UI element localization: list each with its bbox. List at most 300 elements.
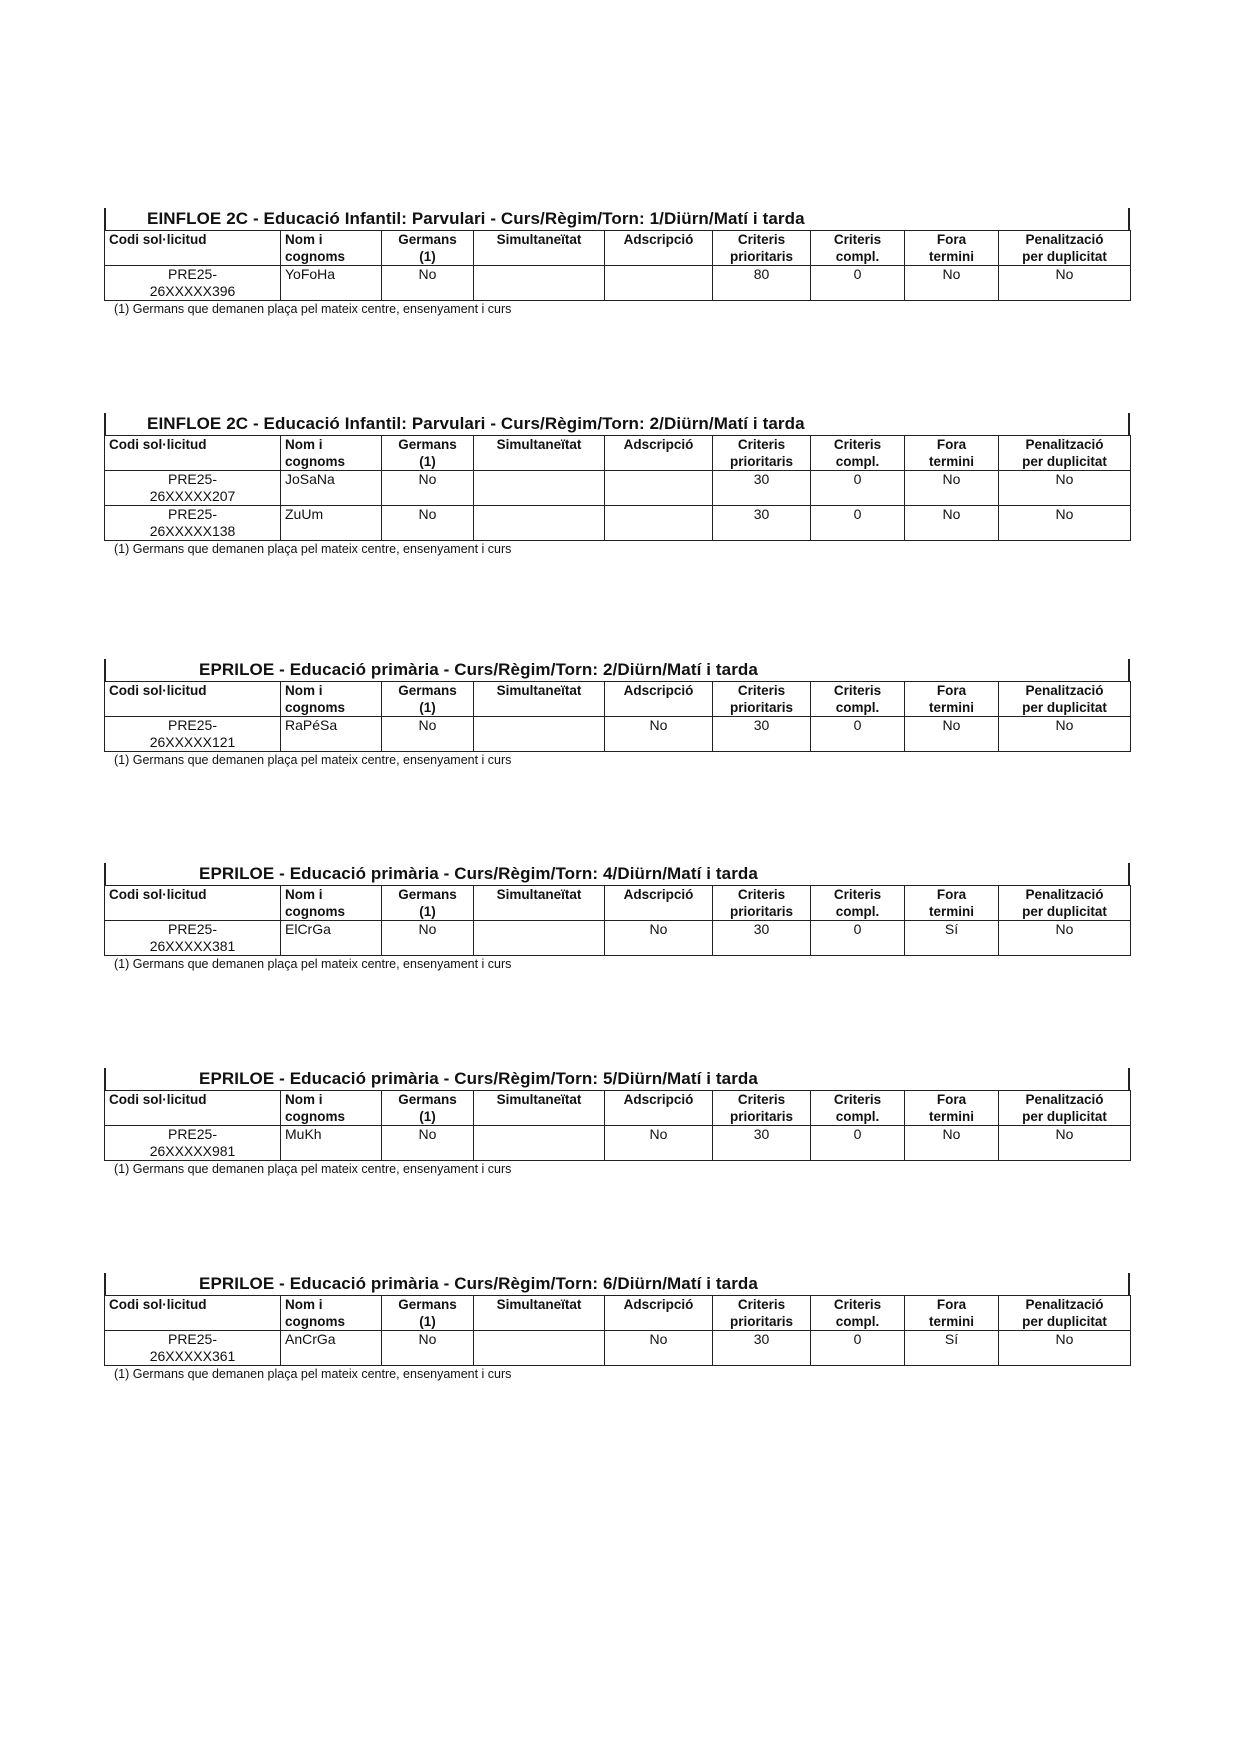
cell-text: 0 [853,506,862,522]
cell-germans [382,266,474,301]
header-criteris-compl [811,1091,905,1126]
cell-fora-termini [905,266,999,301]
header-text: Criteris [833,1297,882,1312]
header-nom [281,1296,382,1331]
header-fora-termini [905,1091,999,1126]
cell-nom [281,921,382,956]
header-codi [105,231,281,266]
header-codi [105,682,281,717]
header-text: Fora [936,1092,967,1107]
cell-text: 30 [753,717,770,733]
header-text: per duplicitat [1022,904,1107,919]
cell-adscripcio [605,471,713,506]
table-title-row [104,208,1130,230]
footnote: (1) Germans que demanen plaça pel mateix centre, ensenyament i curs [114,1162,512,1176]
cell-codi [105,1126,281,1161]
cell-text: No [418,1331,437,1347]
header-text: prioritaris [729,1314,794,1329]
header-text: Criteris [833,1092,882,1107]
cell-criteris-prioritaris [713,266,811,301]
admission-table [104,230,1131,301]
header-text: per duplicitat [1022,700,1107,715]
header-text: Germans [398,683,457,698]
header-germans [382,682,474,717]
header-text: Simultaneïtat [496,1092,582,1107]
admission-table-block [104,413,1130,556]
cell-criteris-compl [811,717,905,752]
cell-penalitzacio [999,717,1131,752]
header-text: Germans [398,1297,457,1312]
cell-text: PRE25- [167,471,218,487]
cell-text: No [942,506,961,522]
table-header-row [105,886,1131,921]
header-text: (1) [419,904,436,919]
header-text: compl. [835,1109,880,1124]
header-text: Codi sol·licitud [109,437,207,452]
cell-text: PRE25- [167,921,218,937]
cell-criteris-compl [811,506,905,541]
header-text: Criteris [737,232,786,247]
cell-germans [382,1331,474,1366]
header-penalitzacio [999,436,1131,471]
header-text: Adscripció [623,683,694,698]
header-codi [105,886,281,921]
table-header-row [105,231,1131,266]
cell-text: ZuUm [285,506,324,522]
cell-nom [281,717,382,752]
header-text: Fora [936,232,967,247]
header-criteris-prioritaris [713,682,811,717]
cell-text: No [1055,921,1074,937]
header-text: per duplicitat [1022,454,1107,469]
header-text: Simultaneïtat [496,437,582,452]
header-text: compl. [835,904,880,919]
cell-codi [105,266,281,301]
table-title: EPRILOE - Educació primària - Curs/Règim/Torn: 5/Diürn/Matí i tarda [199,1069,758,1088]
header-fora-termini [905,682,999,717]
header-text: Nom i [285,887,323,902]
header-text: prioritaris [729,454,794,469]
cell-criteris-compl [811,1331,905,1366]
cell-text: No [942,471,961,487]
cell-text: 26XXXXX981 [149,1143,236,1159]
header-germans [382,1091,474,1126]
cell-text: PRE25- [167,266,218,282]
admission-table-block [104,659,1130,767]
header-adscripcio [605,1091,713,1126]
header-text: cognoms [285,454,346,469]
header-text: compl. [835,700,880,715]
cell-text: No [942,1126,961,1142]
header-codi [105,436,281,471]
header-text: (1) [419,1109,436,1124]
header-text: Germans [398,887,457,902]
cell-germans [382,506,474,541]
table-row [105,1331,1131,1366]
cell-text: 26XXXXX396 [149,283,236,299]
cell-criteris-compl [811,921,905,956]
header-germans [382,436,474,471]
header-adscripcio [605,886,713,921]
cell-penalitzacio [999,266,1131,301]
header-text: Criteris [833,437,882,452]
header-text: Codi sol·licitud [109,683,207,698]
table-title-row [104,1068,1130,1090]
header-text: cognoms [285,249,346,264]
table-title-row [104,413,1130,435]
header-text: cognoms [285,700,346,715]
header-text: Adscripció [623,887,694,902]
header-simultaneitat [474,682,605,717]
table-row [105,921,1131,956]
header-text: Fora [936,1297,967,1312]
cell-text: No [649,1126,668,1142]
cell-text: 30 [753,471,770,487]
admission-table [104,1090,1131,1161]
cell-text: YoFoHa [285,266,336,282]
cell-penalitzacio [999,921,1131,956]
header-text: Penalització [1025,437,1104,452]
header-text: Nom i [285,1092,323,1107]
header-nom [281,886,382,921]
header-text: Nom i [285,683,323,698]
cell-criteris-prioritaris [713,717,811,752]
header-text: compl. [835,249,880,264]
header-text: Criteris [737,437,786,452]
cell-text: No [418,717,437,733]
header-text: per duplicitat [1022,1314,1107,1329]
header-simultaneitat [474,1296,605,1331]
cell-text: No [1055,506,1074,522]
cell-text: JoSaNa [285,471,335,487]
table-row [105,471,1131,506]
header-text: Simultaneïtat [496,1297,582,1312]
header-codi [105,1091,281,1126]
header-criteris-compl [811,1296,905,1331]
cell-text: No [418,471,437,487]
cell-adscripcio [605,717,713,752]
table-title-row [104,659,1130,681]
header-fora-termini [905,1296,999,1331]
table-header-row [105,436,1131,471]
cell-text: 26XXXXX121 [149,734,236,750]
header-penalitzacio [999,1296,1131,1331]
header-germans [382,231,474,266]
cell-codi [105,921,281,956]
header-simultaneitat [474,1091,605,1126]
cell-text: No [1055,717,1074,733]
table-title: EINFLOE 2C - Educació Infantil: Parvulari - Curs/Règim/Torn: 1/Diürn/Matí i tarda [147,209,805,228]
cell-text: PRE25- [167,717,218,733]
cell-simultaneitat [474,266,605,301]
header-text: Criteris [833,887,882,902]
header-adscripcio [605,682,713,717]
cell-text: No [649,1331,668,1347]
header-text: Criteris [737,683,786,698]
header-nom [281,231,382,266]
footnote: (1) Germans que demanen plaça pel mateix centre, ensenyament i curs [114,1367,512,1381]
cell-nom [281,471,382,506]
cell-criteris-compl [811,1126,905,1161]
header-text: Codi sol·licitud [109,232,207,247]
header-text: Fora [936,683,967,698]
cell-text: 26XXXXX207 [149,488,236,504]
cell-text: 30 [753,921,770,937]
cell-codi [105,506,281,541]
cell-nom [281,266,382,301]
footnote: (1) Germans que demanen plaça pel mateix centre, ensenyament i curs [114,957,512,971]
header-text: termini [928,454,974,469]
header-text: per duplicitat [1022,249,1107,264]
header-text: termini [928,700,974,715]
table-header-row [105,682,1131,717]
header-text: Criteris [737,1092,786,1107]
header-text: Penalització [1025,1297,1104,1312]
admission-table-block [104,208,1130,316]
header-text: termini [928,904,974,919]
cell-fora-termini [905,921,999,956]
cell-text: 0 [853,266,862,282]
admission-table [104,1295,1131,1366]
header-text: Criteris [737,1297,786,1312]
cell-text: No [418,1126,437,1142]
table-row [105,506,1131,541]
header-germans [382,1296,474,1331]
cell-text: No [1055,1331,1074,1347]
table-title: EINFLOE 2C - Educació Infantil: Parvulari - Curs/Règim/Torn: 2/Diürn/Matí i tarda [147,414,805,433]
cell-simultaneitat [474,1126,605,1161]
cell-text: 30 [753,1126,770,1142]
cell-text: Sí [944,921,959,937]
header-criteris-prioritaris [713,231,811,266]
table-row [105,717,1131,752]
header-text: Adscripció [623,437,694,452]
header-nom [281,1091,382,1126]
header-penalitzacio [999,886,1131,921]
cell-criteris-compl [811,471,905,506]
cell-simultaneitat [474,921,605,956]
table-title-row [104,1273,1130,1295]
header-text: termini [928,249,974,264]
header-text: prioritaris [729,1109,794,1124]
header-simultaneitat [474,886,605,921]
table-title: EPRILOE - Educació primària - Curs/Règim/Torn: 6/Diürn/Matí i tarda [199,1274,758,1293]
header-criteris-compl [811,886,905,921]
admission-table [104,681,1131,752]
cell-text: RaPéSa [285,717,338,733]
cell-text: ElCrGa [285,921,331,937]
cell-text: 26XXXXX361 [149,1348,236,1364]
header-text: per duplicitat [1022,1109,1107,1124]
cell-text: 0 [853,1331,862,1347]
admission-table [104,885,1131,956]
header-text: Germans [398,232,457,247]
header-penalitzacio [999,1091,1131,1126]
header-text: cognoms [285,1314,346,1329]
footnote: (1) Germans que demanen plaça pel mateix centre, ensenyament i curs [114,542,512,556]
cell-adscripcio [605,921,713,956]
header-penalitzacio [999,231,1131,266]
header-adscripcio [605,231,713,266]
header-text: Germans [398,1092,457,1107]
cell-adscripcio [605,506,713,541]
cell-adscripcio [605,1331,713,1366]
header-text: Adscripció [623,1297,694,1312]
cell-text: PRE25- [167,506,218,522]
cell-criteris-prioritaris [713,506,811,541]
cell-text: 0 [853,1126,862,1142]
cell-text: 0 [853,921,862,937]
header-criteris-prioritaris [713,1296,811,1331]
cell-simultaneitat [474,471,605,506]
cell-text: Sí [944,1331,959,1347]
cell-text: No [649,921,668,937]
header-text: Germans [398,437,457,452]
cell-adscripcio [605,266,713,301]
admission-table-block [104,1273,1130,1381]
cell-text: 30 [753,506,770,522]
header-adscripcio [605,1296,713,1331]
cell-text: PRE25- [167,1126,218,1142]
table-header-row [105,1091,1131,1126]
header-text: Simultaneïtat [496,232,582,247]
header-text: Codi sol·licitud [109,1297,207,1312]
header-criteris-prioritaris [713,436,811,471]
table-title: EPRILOE - Educació primària - Curs/Règim/Torn: 2/Diürn/Matí i tarda [199,660,758,679]
header-text: Adscripció [623,232,694,247]
header-text: Nom i [285,1297,323,1312]
header-text: compl. [835,1314,880,1329]
cell-germans [382,471,474,506]
cell-text: 0 [853,471,862,487]
cell-text: 80 [753,266,770,282]
header-text: Criteris [737,887,786,902]
header-nom [281,682,382,717]
header-simultaneitat [474,231,605,266]
header-text: Penalització [1025,232,1104,247]
cell-nom [281,506,382,541]
admission-table-block [104,863,1130,971]
header-text: (1) [419,1314,436,1329]
table-title-row [104,863,1130,885]
footnote: (1) Germans que demanen plaça pel mateix centre, ensenyament i curs [114,753,512,767]
header-text: Codi sol·licitud [109,887,207,902]
header-text: Nom i [285,232,323,247]
header-text: termini [928,1109,974,1124]
cell-penalitzacio [999,1126,1131,1161]
header-fora-termini [905,231,999,266]
cell-criteris-prioritaris [713,1331,811,1366]
header-germans [382,886,474,921]
header-fora-termini [905,436,999,471]
cell-text: No [418,921,437,937]
header-text: compl. [835,454,880,469]
cell-simultaneitat [474,1331,605,1366]
header-simultaneitat [474,436,605,471]
header-text: cognoms [285,1109,346,1124]
cell-text: No [1055,1126,1074,1142]
header-text: Penalització [1025,1092,1104,1107]
cell-text: 26XXXXX138 [149,523,236,539]
cell-penalitzacio [999,1331,1131,1366]
header-criteris-prioritaris [713,886,811,921]
header-text: (1) [419,700,436,715]
cell-text: No [649,717,668,733]
cell-germans [382,717,474,752]
cell-text: AnCrGa [285,1331,336,1347]
cell-codi [105,1331,281,1366]
table-row [105,266,1131,301]
cell-germans [382,1126,474,1161]
table-row [105,1126,1131,1161]
header-text: prioritaris [729,904,794,919]
admission-table-block [104,1068,1130,1176]
cell-text: 0 [853,717,862,733]
cell-text: No [418,506,437,522]
cell-nom [281,1331,382,1366]
header-criteris-compl [811,436,905,471]
header-text: Simultaneïtat [496,683,582,698]
cell-fora-termini [905,506,999,541]
header-text: (1) [419,249,436,264]
cell-text: No [942,266,961,282]
header-criteris-compl [811,682,905,717]
cell-fora-termini [905,717,999,752]
header-criteris-prioritaris [713,1091,811,1126]
header-text: Fora [936,887,967,902]
cell-fora-termini [905,1331,999,1366]
header-text: prioritaris [729,249,794,264]
header-text: Criteris [833,232,882,247]
cell-fora-termini [905,1126,999,1161]
header-text: Penalització [1025,683,1104,698]
cell-text: 30 [753,1331,770,1347]
header-text: Codi sol·licitud [109,1092,207,1107]
header-penalitzacio [999,682,1131,717]
header-text: Criteris [833,683,882,698]
header-fora-termini [905,886,999,921]
cell-nom [281,1126,382,1161]
cell-criteris-prioritaris [713,471,811,506]
cell-criteris-prioritaris [713,921,811,956]
header-text: Fora [936,437,967,452]
cell-simultaneitat [474,717,605,752]
header-codi [105,1296,281,1331]
header-text: termini [928,1314,974,1329]
header-text: Penalització [1025,887,1104,902]
cell-germans [382,921,474,956]
header-text: Simultaneïtat [496,887,582,902]
header-adscripcio [605,436,713,471]
cell-fora-termini [905,471,999,506]
header-text: prioritaris [729,700,794,715]
footnote: (1) Germans que demanen plaça pel mateix centre, ensenyament i curs [114,302,512,316]
admission-table [104,435,1131,541]
table-header-row [105,1296,1131,1331]
header-text: cognoms [285,904,346,919]
cell-adscripcio [605,1126,713,1161]
header-text: (1) [419,454,436,469]
cell-text: PRE25- [167,1331,218,1347]
table-title: EPRILOE - Educació primària - Curs/Règim/Torn: 4/Diürn/Matí i tarda [199,864,758,883]
header-criteris-compl [811,231,905,266]
header-text: Adscripció [623,1092,694,1107]
cell-text: No [1055,471,1074,487]
cell-text: 26XXXXX381 [149,938,236,954]
cell-penalitzacio [999,471,1131,506]
cell-penalitzacio [999,506,1131,541]
cell-criteris-compl [811,266,905,301]
